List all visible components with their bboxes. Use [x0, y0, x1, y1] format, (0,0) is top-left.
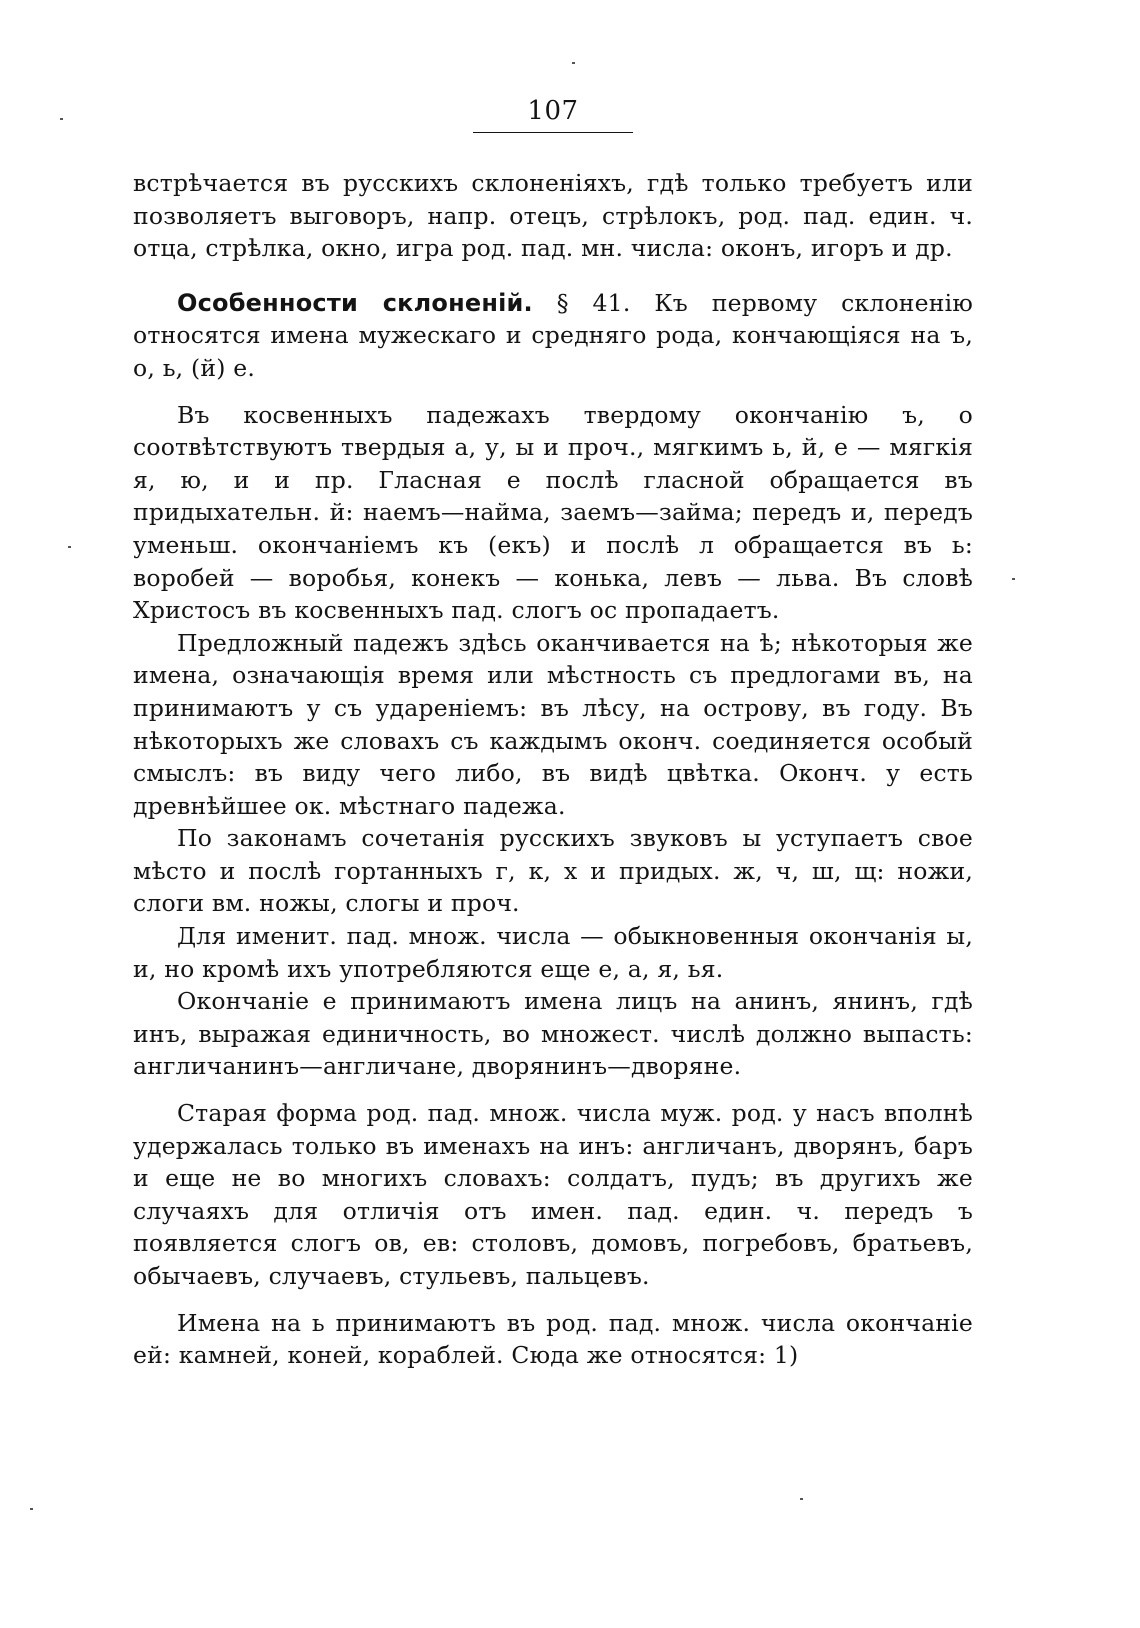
body-text	[133, 167, 973, 1372]
document-page	[133, 96, 973, 1372]
paragraph-okonchanie: Окончанiе е принимаютъ имена лицъ на анинъ, янинъ, гдѣ инъ, выражая единичность, во множест. числѣ должно выпасть: англичанинъ—англичане, дворянинъ—дворяне.	[133, 987, 973, 1081]
paragraph-imena: Имена на ь принимаютъ въ род. пад. множ. числа окончанiе ей: камней, коней, кораблей. Сюда же относятся: 1)	[133, 1308, 973, 1370]
section-41-text: § 41. Къ первому склоненiю относятся имена мужескаго и средняго рода, кончающiяся на ъ, о, ь, (й) е.	[133, 288, 974, 382]
paragraph-staraya: Старая форма род. пад. множ. числа муж. род. у насъ вполнѣ удержалась только въ именахъ на инъ: англичанъ, дворянъ, баръ и еще не во многихъ словахъ: солдатъ, пудъ; въ другихъ же случаяхъ для отличiя отъ имен. пад. един. ч. передъ ъ появляется слогъ ов, ев: столовъ, домовъ, погребовъ, братьевъ, обычаевъ, случаевъ, стульевъ, пальцевъ.	[133, 1099, 973, 1290]
scan-speck	[572, 62, 575, 64]
scan-speck	[1012, 578, 1015, 580]
paragraph-kosvennykh: Въ косвенныхъ падежахъ твердому окончанiю ъ, о соотвѣтствуютъ твердыя а, у, ы и проч., мягкимъ ь, й, е — мягкiя я, ю, и и пр. Гласная е послѣ гласной обращается въ придыхательн. й: наемъ—найма, заемъ—займа; передъ и, передъ уменьш. окончанiемъ къ (екъ) и послѣ л обращается въ ь: воробей — воробья, конекъ — конька, левъ — льва. Въ словѣ Христосъ въ косвенныхъ пад. слогъ ос пропадаетъ.	[133, 400, 973, 625]
scan-speck	[30, 1508, 33, 1510]
scan-speck	[60, 118, 63, 120]
section-41	[133, 287, 973, 385]
paragraph-continuation: встрѣчается въ русскихъ склоненiяхъ, гдѣ только требуетъ или позволяетъ выговоръ, напр. отецъ, стрѣлокъ, род. пад. един. ч. отца, стрѣлка, окно, игра род. пад. мн. числа: оконъ, игоръ и др.	[133, 169, 973, 263]
scan-speck	[68, 546, 71, 548]
section-heading: Особенности склоненiй.	[177, 288, 533, 317]
paragraph-zakonam: По законамъ сочетанiя русскихъ звуковъ ы уступаетъ свое мѣсто и послѣ гортанныхъ г, к, х и придых. ж, ч, ш, щ: ножи, слоги вм. ножы, слогы и проч.	[133, 824, 973, 918]
paragraph-predlozhny: Предложный падежъ здѣсь оканчивается на ѣ; нѣкоторыя же имена, означающiя время или мѣстность съ предлогами въ, на принимаютъ у съ ударенiемъ: въ лѣсу, на острову, въ году. Въ нѣкоторыхъ же словахъ съ каждымъ оконч. соединяется особый смыслъ: въ виду чего либо, въ видѣ цвѣтка. Оконч. у есть древнѣйшее ок. мѣстнаго падежа.	[133, 628, 973, 820]
scan-speck	[800, 1498, 803, 1500]
paragraph-dlya: Для именит. пад. множ. числа — обыкновенныя окончанiя ы, и, но кромѣ ихъ употребляются еще е, а, я, ья.	[133, 922, 973, 983]
page-number: 107	[473, 96, 633, 133]
